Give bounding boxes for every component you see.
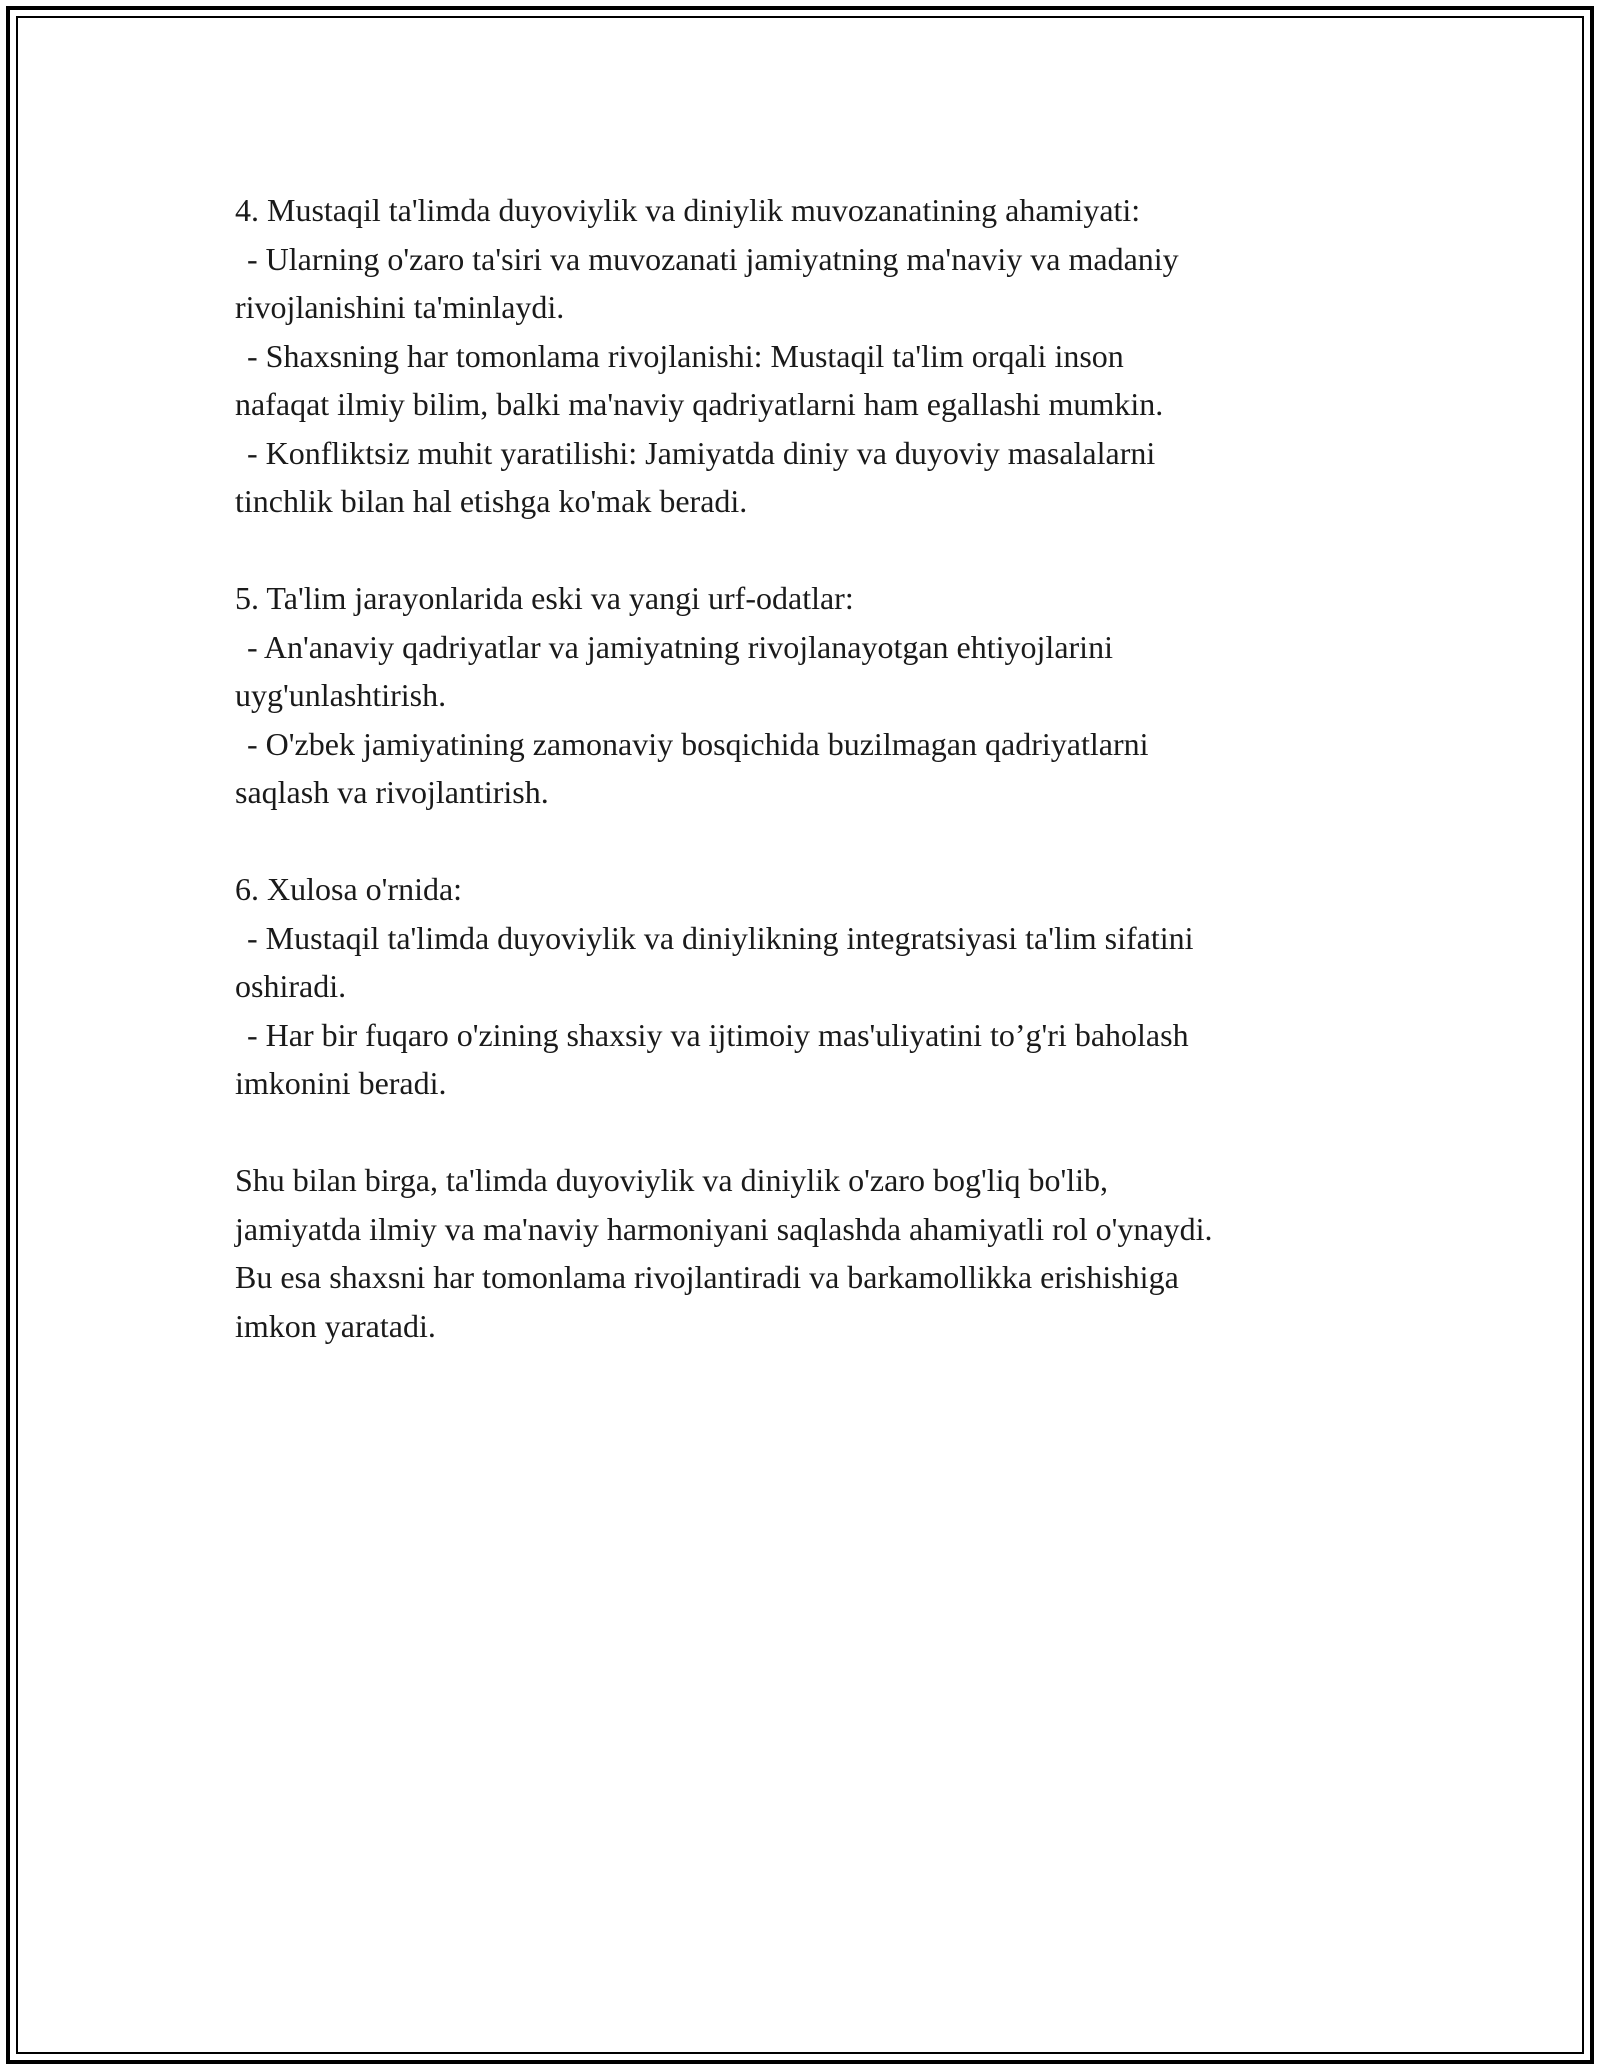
bullet-first-line: - An'anaviy qadriyatlar va jamiyatning rivojlanayotgan ehtiyojlarini (247, 628, 1113, 665)
section-6 (235, 865, 1405, 1108)
bullet-first-line: - Konfliktsiz muhit yaratilishi: Jamiyatda diniy va duyoviy masalalarni (247, 434, 1156, 471)
conclusion-line: Bu esa shaxsni har tomonlama rivojlantiradi va barkamollikka erishishiga (235, 1259, 1179, 1295)
conclusion-line: Shu bilan birga, ta'limda duyoviylik va diniylik o'zaro bog'liq bo'lib, (235, 1162, 1109, 1198)
bullet-continuation-line: saqlash va rivojlantirish. (235, 774, 549, 810)
bullet-item (235, 720, 1405, 817)
bullet-continuation-line: tinchlik bilan hal etishga ko'mak beradi. (235, 483, 748, 519)
conclusion-paragraph (235, 1156, 1405, 1350)
bullet-item (235, 623, 1405, 720)
bullet-item (235, 429, 1405, 526)
section-heading: 5. Ta'lim jarayonlarida eski va yangi urf-odatlar: (235, 580, 854, 616)
bullet-item (235, 1011, 1405, 1108)
section-heading: 4. Mustaqil ta'limda duyoviylik va diniylik muvozanatining ahamiyati: (235, 192, 1141, 228)
section-4 (235, 186, 1405, 526)
section-heading: 6. Xulosa o'rnida: (235, 871, 463, 907)
conclusion-line: jamiyatda ilmiy va ma'naviy harmoniyani saqlashda ahamiyatli rol o'ynaydi. (235, 1210, 1213, 1247)
bullet-continuation-line: imkonini beradi. (235, 1065, 447, 1101)
bullet-continuation-line: nafaqat ilmiy bilim, balki ma'naviy qadriyatlarni ham egallashi mumkin. (235, 386, 1164, 422)
conclusion-line: imkon yaratadi. (235, 1307, 436, 1344)
section-5 (235, 574, 1405, 817)
bullet-first-line: - Mustaqil ta'limda duyoviylik va diniylikning integratsiyasi ta'lim sifatini (247, 919, 1194, 956)
bullet-continuation-line: rivojlanishini ta'minlaydi. (235, 289, 565, 325)
bullet-continuation-line: uyg'unlashtirish. (235, 677, 447, 713)
bullet-first-line: - Ularning o'zaro ta'siri va muvozanati jamiyatning ma'naviy va madaniy (247, 240, 1179, 277)
bullet-item (235, 914, 1405, 1011)
document-body (235, 186, 1405, 1350)
bullet-continuation-line: oshiradi. (235, 968, 347, 1004)
bullet-first-line: - O'zbek jamiyatining zamonaviy bosqichida buzilmagan qadriyatlarni (247, 725, 1149, 762)
bullet-item (235, 332, 1405, 429)
bullet-first-line: - Shaxsning har tomonlama rivojlanishi: Mustaqil ta'lim orqali inson (247, 337, 1124, 374)
bullet-item (235, 235, 1405, 332)
bullet-first-line: - Har bir fuqaro o'zining shaxsiy va ijtimoiy mas'uliyatini to’g'ri baholash (247, 1016, 1189, 1053)
